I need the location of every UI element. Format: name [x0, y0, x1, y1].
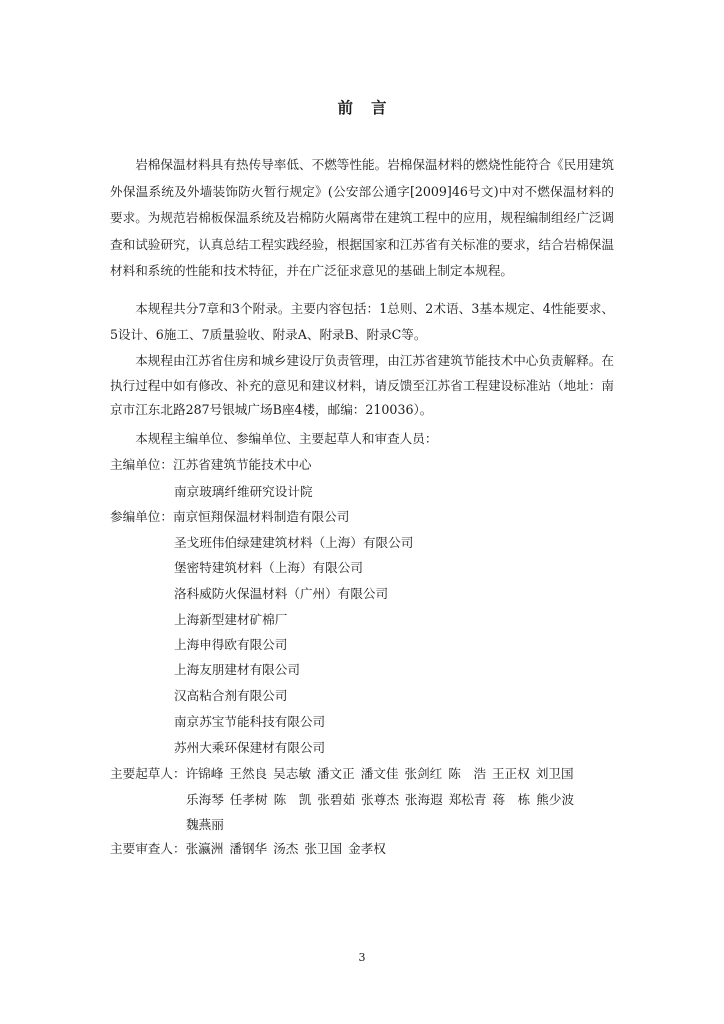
title-char-2: 言 [371, 99, 387, 117]
participating-row [110, 506, 349, 525]
participating-unit: 圣戈班伟伯绿建建筑材料（上海）有限公司 [174, 535, 414, 550]
drafter-name: 郑松青 [448, 792, 487, 807]
participating-unit: 南京恒翔保温材料制造有限公司 [172, 509, 350, 524]
drafter-name: 刘卫国 [535, 766, 574, 781]
reviewers-label: 主要审查人： [110, 841, 186, 856]
drafter-name: 潘文佳 [360, 766, 399, 781]
participating-unit: 堡密特建筑材料（上海）有限公司 [174, 560, 363, 575]
contents-paragraph: 本规程共分7章和3个附录。主要内容包括：1总则、2术语、3基本规定、4性能要求、5设计、6施工、7质量验收、附录A、附录B、附录C等。 [110, 301, 614, 342]
participating-unit: 上海友朋建材有限公司 [174, 662, 300, 677]
page-number: 3 [358, 951, 366, 964]
reviewer-name: 张瀛洲 [185, 841, 224, 856]
drafter-name: 王然良 [229, 766, 268, 781]
chief-editor-label: 主编单位： [110, 457, 173, 472]
drafters-row [110, 763, 580, 782]
drafter-name: 魏燕丽 [186, 817, 224, 832]
units-intro-paragraph: 本规程主编单位、参编单位、主要起草人和审查人员： [135, 431, 438, 446]
reviewer-name: 张卫国 [304, 841, 343, 856]
drafter-name: 张剑红 [404, 766, 443, 781]
drafters-line [186, 789, 580, 808]
reviewer-name: 金孝权 [348, 841, 386, 856]
drafter-name: 陈 浩 [448, 766, 487, 781]
title-char-1: 前 [337, 99, 353, 117]
management-paragraph: 本规程由江苏省住房和城乡建设厅负责管理，由江苏省建筑节能技术中心负责解释。在执行过程中如有修改、补充的意见和建议材料，请反馈至江苏省工程建设标准站（地址：南京市江东北路287号银城广场B座4楼，邮编：210036）。 [110, 353, 614, 417]
drafter-name: 张尊杰 [361, 792, 399, 807]
drafter-name: 许锦峰 [185, 766, 224, 781]
participating-unit: 苏州大乘环保建材有限公司 [174, 740, 326, 755]
reviewer-name: 汤杰 [273, 841, 299, 856]
drafter-name: 王正权 [492, 766, 530, 781]
intro-paragraph: 岩棉保温材料具有热传导率低、不燃等性能。岩棉保温材料的燃烧性能符合《民用建筑外保温系统及外墙装饰防火暂行规定》(公安部公通字[2009]46号文)中对不燃保温材料的要求。为规范岩棉板保温系统及岩棉防火隔离带在建筑工程中的应用，规程编制组经广泛调查和试验研究，认真总结工程实践经验，根据国家和江苏省有关标准的要求，结合岩棉保温材料和系统的性能和技术特征，并在广泛征求意见的基础上制定本规程。 [110, 157, 614, 278]
drafter-name: 吴志敏 [273, 766, 311, 781]
participating-unit: 洛科威防火保温材料（广州）有限公司 [174, 586, 389, 601]
reviewer-name: 潘钢华 [229, 841, 268, 856]
drafter-name: 任孝树 [229, 792, 268, 807]
participating-unit: 南京苏宝节能科技有限公司 [174, 714, 326, 729]
drafter-name: 潘文正 [316, 766, 355, 781]
drafter-name: 蒋 栋 [492, 792, 531, 807]
participating-unit: 上海申得欧有限公司 [174, 637, 288, 652]
participating-unit: 上海新型建材矿棉厂 [174, 612, 288, 627]
drafter-name: 张海遐 [404, 792, 443, 807]
drafter-name: 熊少波 [536, 792, 575, 807]
drafter-name: 乐海琴 [186, 792, 224, 807]
chief-editor-row [110, 454, 312, 473]
participating-unit: 汉高粘合剂有限公司 [174, 688, 288, 703]
drafters-line [186, 814, 224, 833]
drafter-name: 张碧茹 [317, 792, 356, 807]
chief-editor-unit: 南京玻璃纤维研究设计院 [174, 484, 313, 499]
participating-label: 参编单位： [110, 509, 173, 524]
page-title [0, 96, 724, 118]
chief-editor-unit: 江苏省建筑节能技术中心 [172, 457, 312, 472]
drafter-name: 陈 凯 [273, 792, 312, 807]
drafters-label: 主要起草人： [110, 766, 186, 781]
drafters-line [186, 766, 580, 781]
reviewers-row [110, 838, 392, 857]
